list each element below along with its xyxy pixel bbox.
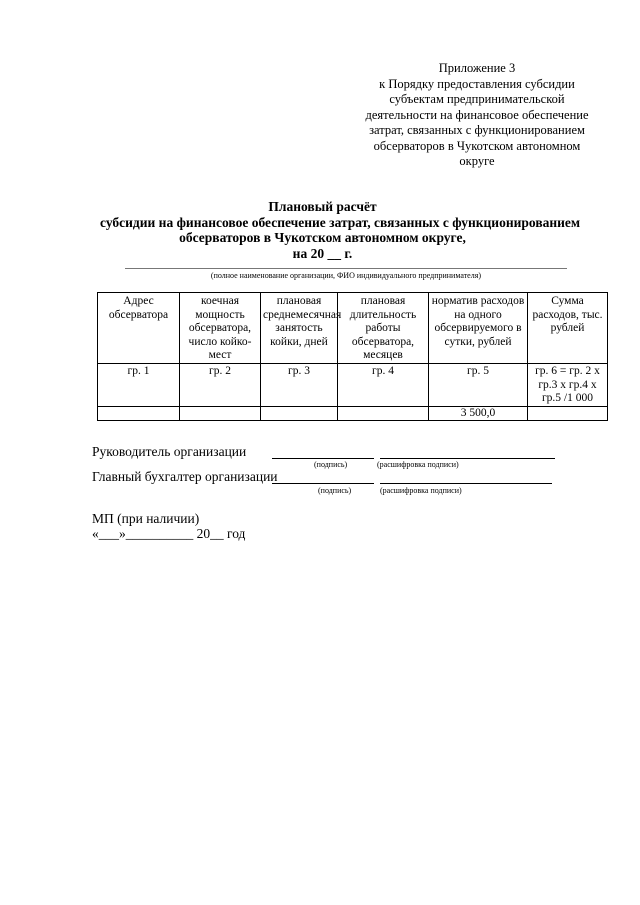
column-number-cell: гр. 5 bbox=[429, 364, 528, 407]
value-cell[interactable] bbox=[98, 406, 180, 420]
appendix-line: деятельности на финансовое обеспечение bbox=[365, 107, 589, 122]
header-cell: норматив расходов на одного обсервируемого в сутки, рублей bbox=[429, 293, 528, 364]
header-cell: Адрес обсерватора bbox=[98, 293, 180, 364]
title-line: субсидии на финансовое обеспечение затрат, связанных с функционированием bbox=[100, 214, 581, 230]
appendix-line: субъектам предпринимательской bbox=[389, 92, 565, 106]
value-cell[interactable] bbox=[528, 406, 608, 420]
appendix-line: округе bbox=[459, 154, 495, 168]
appendix-line: Приложение 3 bbox=[438, 61, 516, 75]
table-row bbox=[98, 406, 608, 420]
header-cell: плановая среднемесячная занятость койки, дней bbox=[261, 293, 338, 364]
date-line[interactable]: «___»__________ 20__ год bbox=[92, 526, 246, 541]
header-cell: плановая длительность работы обсерватора, месяцев bbox=[338, 293, 429, 364]
appendix-line: обсерваторов в Чукотском автономном bbox=[373, 138, 581, 153]
head-signature-line[interactable] bbox=[272, 458, 374, 459]
signature-caption: (подпись) bbox=[318, 486, 352, 495]
accountant-label: Главный бухгалтер организации bbox=[92, 469, 278, 484]
column-number-cell: гр. 3 bbox=[261, 364, 338, 407]
value-cell: 3 500,0 bbox=[429, 406, 528, 420]
column-number-cell: гр. 6 = гр. 2 х гр.3 х гр.4 х гр.5 /1 000 bbox=[528, 364, 608, 407]
title-line: Плановый расчёт bbox=[268, 199, 377, 214]
stamp-label: МП (при наличии) bbox=[92, 511, 200, 526]
organization-caption: (полное наименование организации, ФИО индивидуального предпринимателя) bbox=[210, 271, 482, 280]
decode-caption: (расшифровка подписи) bbox=[377, 460, 459, 469]
appendix-line: затрат, связанных с функционированием bbox=[369, 123, 585, 137]
header-cell: Сумма расходов, тыс. рублей bbox=[528, 293, 608, 364]
value-cell[interactable] bbox=[338, 406, 429, 420]
appendix-line: к Порядку предоставления субсидии bbox=[379, 76, 575, 91]
head-label: Руководитель организации bbox=[92, 444, 247, 459]
calculation-table bbox=[97, 292, 608, 421]
document-title bbox=[100, 199, 581, 261]
signature-caption: (подпись) bbox=[314, 460, 348, 469]
table-row bbox=[98, 364, 608, 407]
title-line: на 20 __ г. bbox=[292, 245, 353, 261]
value-cell[interactable] bbox=[261, 406, 338, 420]
column-number-cell: гр. 4 bbox=[338, 364, 429, 407]
column-number-cell: гр. 1 bbox=[98, 364, 180, 407]
head-decode-line[interactable] bbox=[380, 458, 555, 459]
table-header-row bbox=[98, 293, 608, 364]
decode-caption: (расшифровка подписи) bbox=[380, 486, 462, 495]
accountant-signature-line[interactable] bbox=[272, 483, 374, 484]
value-cell[interactable] bbox=[180, 406, 261, 420]
organization-name-line[interactable] bbox=[125, 268, 567, 269]
title-line: обсерваторов в Чукотском автономном округе, bbox=[179, 230, 466, 245]
appendix-block bbox=[352, 61, 602, 170]
column-number-cell: гр. 2 bbox=[180, 364, 261, 407]
header-cell: коечная мощность обсерватора, число койко-мест bbox=[180, 293, 261, 364]
accountant-decode-line[interactable] bbox=[380, 483, 552, 484]
